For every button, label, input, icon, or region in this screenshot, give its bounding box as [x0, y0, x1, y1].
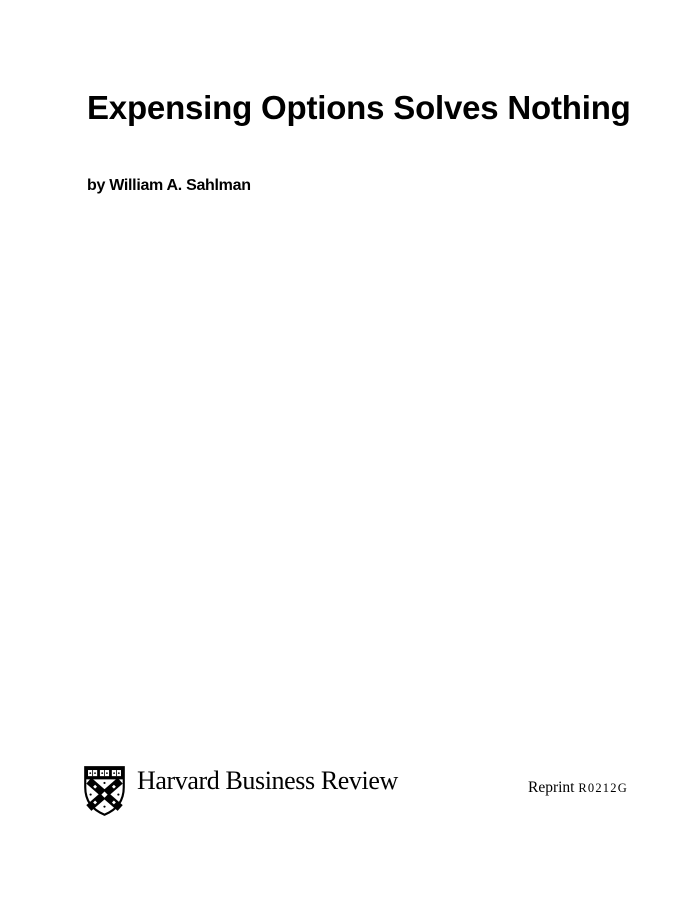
reprint-info [528, 780, 628, 797]
reprint-label: Reprint [528, 779, 575, 796]
reprint-code: R0212G [578, 781, 628, 795]
article-byline: by William A. Sahlman [87, 177, 251, 194]
article-title: Expensing Options Solves Nothing [87, 89, 631, 126]
footer [0, 760, 700, 822]
brand-logotype: Harvard Business Review [137, 766, 398, 795]
harvard-shield-icon [83, 765, 126, 817]
